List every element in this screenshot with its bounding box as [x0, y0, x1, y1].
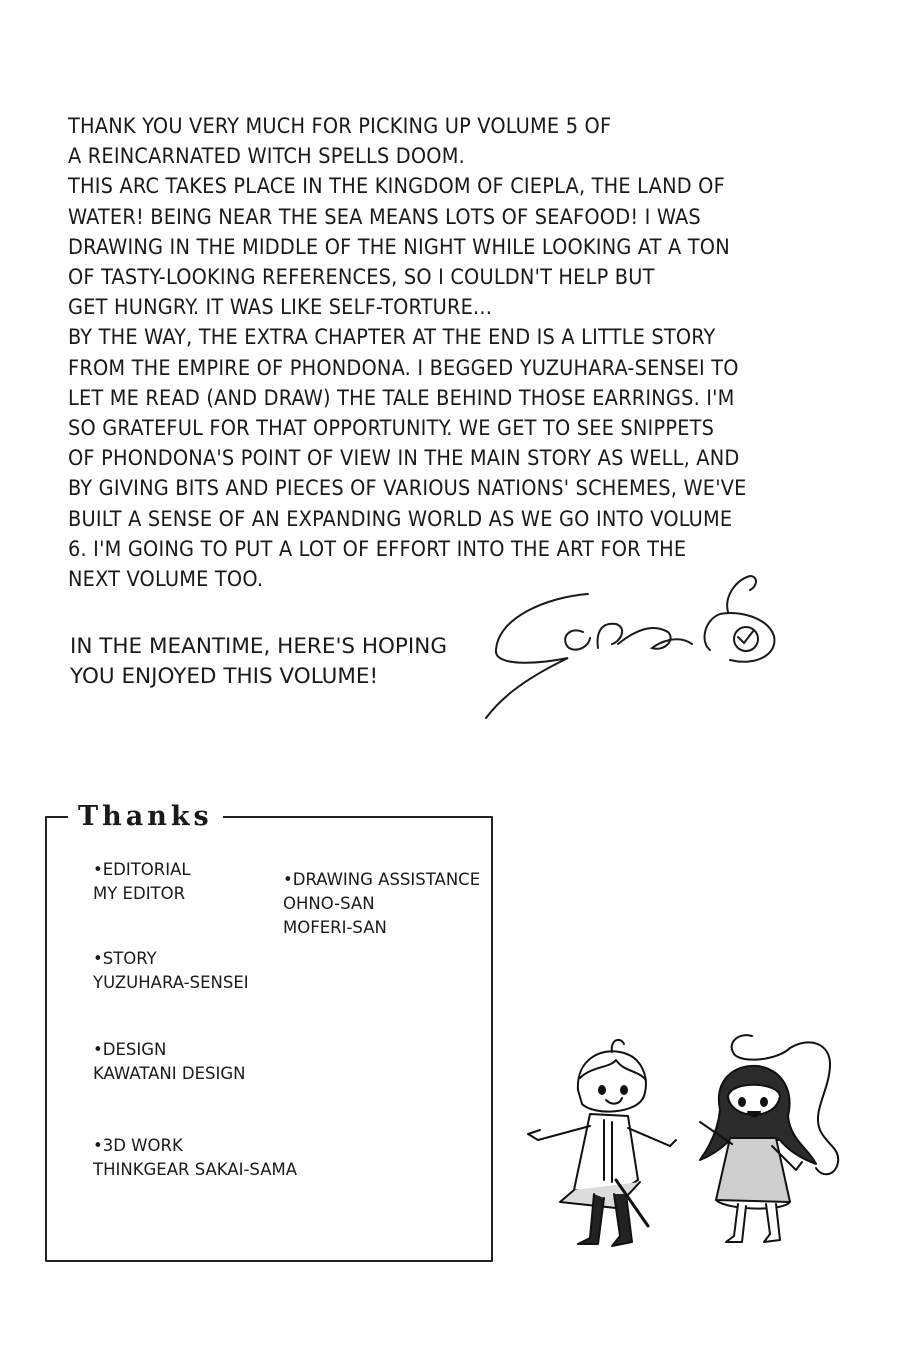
credit-drawing-assistance	[283, 868, 480, 940]
credit-name: MY EDITOR	[93, 884, 186, 903]
afterword-line: BUILT A SENSE OF AN EXPANDING WORLD AS WE GO INTO VOLUME	[68, 506, 733, 532]
credit-editorial	[93, 858, 191, 906]
afterword-line: GET HUNGRY. IT WAS LIKE SELF-TORTURE...	[68, 295, 493, 321]
credit-3d-work	[93, 1134, 297, 1182]
afterword-line: SO GRATEFUL FOR THAT OPPORTUNITY. WE GET TO SEE SNIPPETS	[68, 416, 715, 442]
afterword-line: OF PHONDONA'S POINT OF VIEW IN THE MAIN STORY AS WELL, AND	[68, 446, 740, 472]
chibi-characters-illustration	[520, 1030, 850, 1260]
credit-name: OHNO-SAN	[283, 894, 375, 913]
thanks-title: Thanks	[68, 800, 223, 834]
signature-mark	[478, 572, 798, 722]
afterword-line: THIS ARC TAKES PLACE IN THE KINGDOM OF CIEPLA, THE LAND OF	[68, 174, 725, 200]
closing-line: IN THE MEANTIME, HERE'S HOPING	[70, 634, 447, 659]
chibi-boy-icon	[528, 1040, 676, 1246]
closing-line: YOU ENJOYED THIS VOLUME!	[70, 664, 379, 689]
afterword-line: A REINCARNATED WITCH SPELLS DOOM.	[68, 144, 465, 170]
credit-role: •EDITORIAL	[93, 860, 191, 879]
afterword-line: OF TASTY-LOOKING REFERENCES, SO I COULDN'T HELP BUT	[68, 265, 655, 291]
afterword-line: WATER! BEING NEAR THE SEA MEANS LOTS OF SEAFOOD! I WAS	[68, 204, 701, 230]
afterword-line: THANK YOU VERY MUCH FOR PICKING UP VOLUME 5 OF	[68, 114, 612, 139]
chibi-girl-icon	[700, 1035, 838, 1242]
credit-name: KAWATANI DESIGN	[93, 1064, 246, 1083]
credit-role: •DRAWING ASSISTANCE	[283, 870, 481, 889]
credit-name: YUZUHARA-SENSEI	[93, 973, 249, 992]
afterword-text	[68, 112, 828, 595]
credit-role: •DESIGN	[93, 1040, 167, 1059]
credit-story	[93, 947, 249, 995]
afterword-line: NEXT VOLUME TOO.	[68, 567, 264, 593]
credit-name: THINKGEAR SAKAI-SAMA	[93, 1160, 298, 1179]
afterword-line: LET ME READ (AND DRAW) THE TALE BEHIND THOSE EARRINGS. I'M	[68, 385, 735, 411]
closing-text	[70, 632, 447, 692]
afterword-line: BY THE WAY, THE EXTRA CHAPTER AT THE END IS A LITTLE STORY	[68, 325, 716, 351]
afterword-line: DRAWING IN THE MIDDLE OF THE NIGHT WHILE LOOKING AT A TON	[68, 234, 730, 260]
afterword-line: 6. I'M GOING TO PUT A LOT OF EFFORT INTO THE ART FOR THE	[68, 536, 687, 562]
credit-role: •STORY	[93, 949, 157, 968]
afterword-line: FROM THE EMPIRE OF PHONDONA. I BEGGED YUZUHARA-SENSEI TO	[68, 355, 739, 381]
credit-role: •3D WORK	[93, 1136, 183, 1155]
credit-name: MOFERI-SAN	[283, 918, 387, 937]
afterword-line: BY GIVING BITS AND PIECES OF VARIOUS NATIONS' SCHEMES, WE'VE	[68, 476, 747, 502]
credit-design	[93, 1038, 245, 1086]
